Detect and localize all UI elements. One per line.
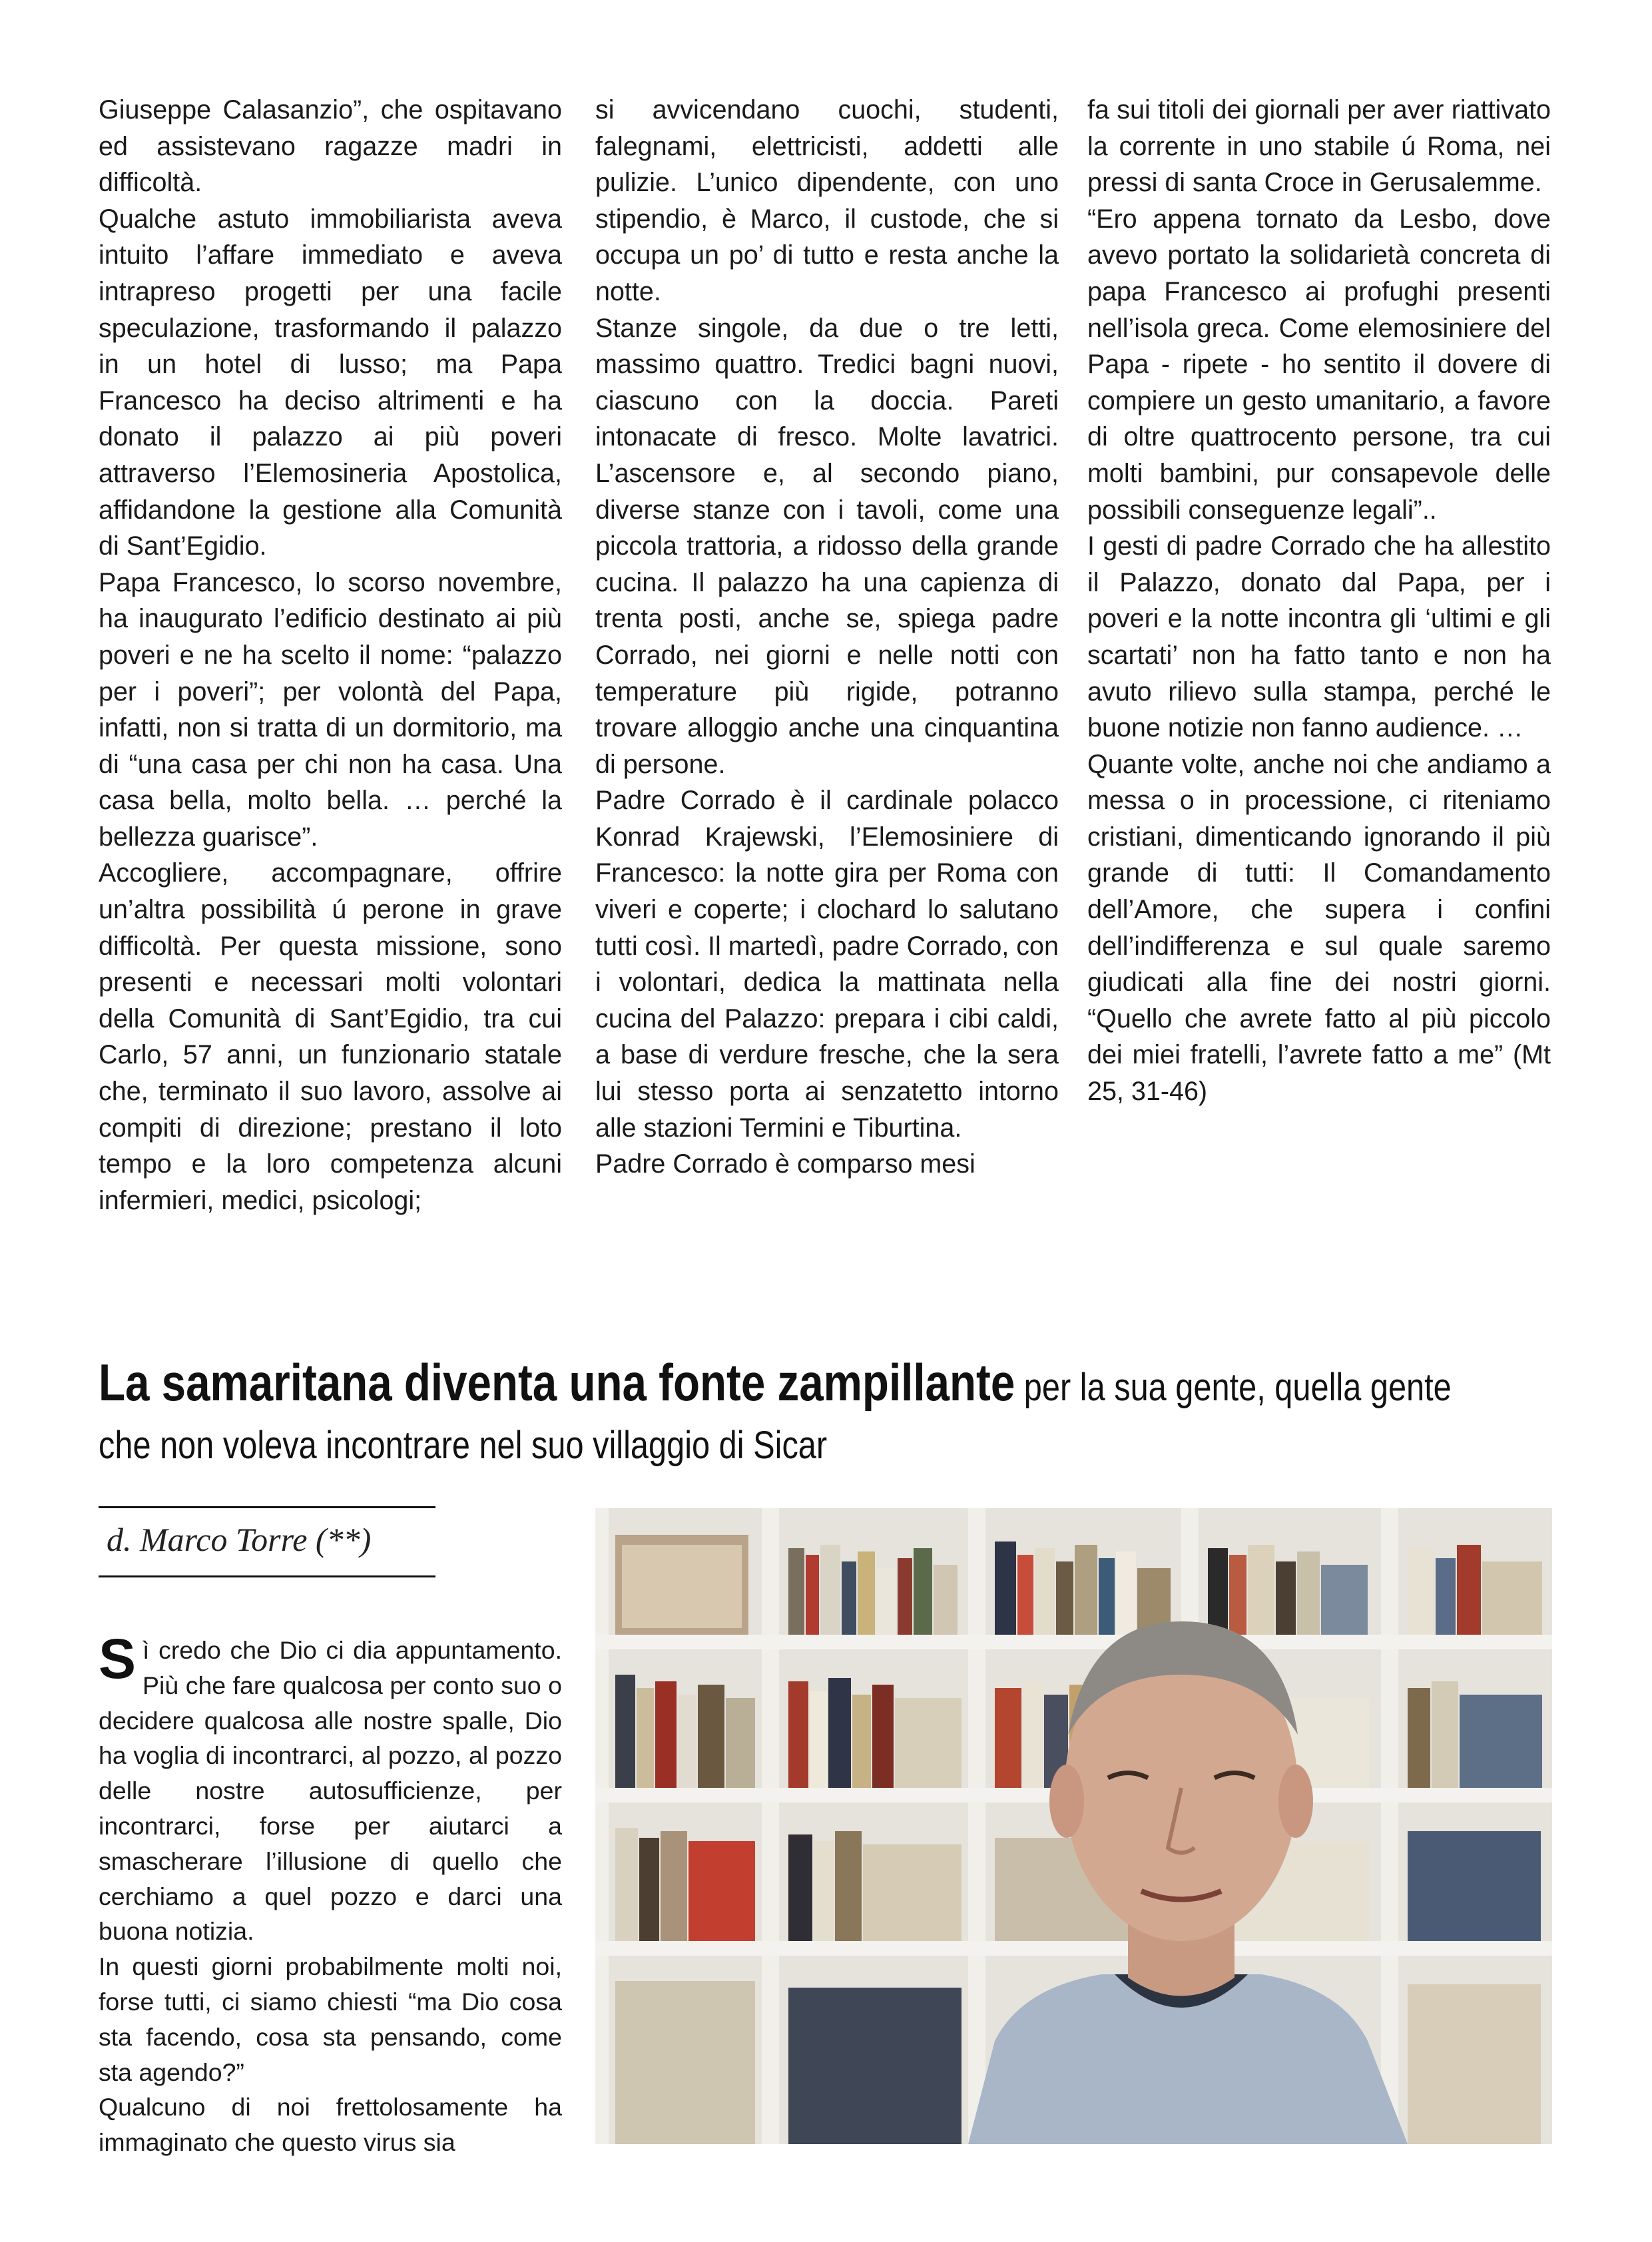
- article-body-column: [99, 1633, 562, 2219]
- paragraph: Accogliere, accompagnare, offrire un’altra possibilità ú perone in grave difficoltà. Per questa missione, sono presenti e necessari molti volontari della Comunità di Sant’Egidio, tra cui Carlo, 57 anni, un funzionario statale che, terminato il suo lavoro, assolve ai compiti di direzione; prestano il loto tempo e la loro competenza alcuni infermieri, medici, psicologi;: [99, 858, 562, 1215]
- author-byline: d. Marco Torre (**): [107, 1521, 372, 1558]
- first-paragraph-text: ì credo che Dio ci dia appuntamento. Più che fare qualcosa per conto suo o decidere qualcosa alle nostre spalle, Dio ha voglia di incontrarci, al pozzo, al pozzo delle nostre autosufficienze, per incontrarci, forse per aiutarci a smascherare l’illusione di quello che cerchiamo a quel pozzo e darci una buona notizia.: [99, 1636, 562, 1946]
- text-column-2: [595, 92, 1059, 1284]
- headline-light-line2: che non voleva incontrare nel suo villaggio di Sicar: [99, 1424, 828, 1467]
- paragraph: Qualche astuto immobiliarista aveva intuito l’affare immediato e aveva intrapreso progetti per una facile speculazione, trasformando il palazzo in un hotel di lusso; ma Papa Francesco ha deciso altrimenti e ha donato il palazzo ai più poveri attraverso l’Elemosineria Apostolica, affidandone la gestione alla Comunità di Sant’Egidio.: [99, 204, 562, 561]
- paragraph: Giuseppe Calasanzio”, che ospitavano ed assistevano ragazze madri in difficoltà.: [99, 95, 562, 198]
- photo-illustration: [595, 1508, 1552, 2144]
- headline-light: per la sua gente, quella gente: [1015, 1366, 1452, 1409]
- paragraph: Padre Corrado è comparso mesi: [595, 1149, 975, 1179]
- text-column-3: [1087, 92, 1551, 1284]
- paragraph: Quante volte, anche noi che andiamo a messa o in processione, ci riteniamo cristiani, dimenticando ignorando il più grande di tutti: Il Comandamento dell’Amore, che supera i confini dell’indifferenza e sul quale saremo giudicati alla fine dei nostri giorni. “Quello che avrete fatto al più piccolo dei miei fratelli, l’avrete fatto a me” (Mt 25, 31-46): [1087, 749, 1551, 1107]
- paragraph: si avvicendano cuochi, studenti, falegnami, elettricisti, addetti alle pulizie. L’unico dipendente, con uno stipendio, è Marco, il custode, che si occupa un po’ di tutto e resta anche la notte.: [595, 95, 1059, 306]
- text-column-1: [99, 92, 562, 1284]
- paragraph: Padre Corrado è il cardinale polacco Konrad Krajewski, l’Elemosiniere di Francesco: la notte gira per Roma con viveri e coperte; i clochard lo salutano tutti così. Il martedì, padre Corrado, con i volontari, dedica la mattinata nella cucina del Palazzo: prepara i cibi caldi, a base di verdure fresche, che la sera lui stesso porta ai senzatetto intorno alle stazioni Termini e Tiburtina.: [595, 786, 1059, 1143]
- paragraph: I gesti di padre Corrado che ha allestito il Palazzo, donato dal Papa, per i poveri e la notte incontra gli ‘ultimi e gli scartati’ non ha fatto tanto e non ha avuto rilievo sulla stampa, perché le buone notizie non fanno audience. …: [1087, 531, 1551, 743]
- author-rule-bottom: [99, 1575, 435, 1577]
- paragraph: Papa Francesco, lo scorso novembre, ha inaugurato l’edificio destinato ai più poveri e ne ha scelto il nome: “palazzo per i poveri”; per volontà del Papa, infatti, non si tratta di un dormitorio, ma di “una casa per chi non ha casa. Una casa bella, molto bella. … perché la bellezza guarisce”.: [99, 567, 562, 852]
- headline-bold: La samaritana diventa una fonte zampillante: [99, 1353, 1015, 1412]
- first-paragraph: [99, 1633, 562, 1949]
- article-headline: [99, 1353, 1452, 1480]
- paragraph: fa sui titoli dei giornali per aver riattivato la corrente in uno stabile ú Roma, nei pressi di santa Croce in Gerusalemme.: [1087, 95, 1551, 198]
- drop-cap: S: [99, 1633, 137, 1690]
- paragraph: Stanze singole, da due o tre letti, massimo quattro. Tredici bagni nuovi, ciascuno con la doccia. Pareti intonacate di fresco. Molte lavatrici. L’ascensore e, al secondo piano, diverse stanze con i tavoli, come una piccola trattoria, a ridosso della grande cucina. Il palazzo ha una capienza di trenta posti, anche se, spiega padre Corrado, nei giorni e nelle notti con temperature più rigide, potranno trovare alloggio anche una cinquantina di persone.: [595, 313, 1059, 779]
- paragraph: “Ero appena tornato da Lesbo, dove avevo portato la solidarietà concreta di papa Francesco ai profughi presenti nell’isola greca. Come elemosiniere del Papa - ripete - ho sentito il dovere di compiere un gesto umanitario, a favore di oltre quattrocento persone, tra cui molti bambini, pur consapevole delle possibili conseguenze legali”..: [1087, 204, 1551, 525]
- author-rule-top: [99, 1506, 435, 1508]
- paragraph: In questi giorni probabilmente molti noi, forse tutti, ci siamo chiesti “ma Dio cosa sta facendo, cosa sta pensando, come sta agendo?”: [99, 1952, 562, 2086]
- article-photo: [595, 1508, 1552, 2144]
- paragraph: Qualcuno di noi frettolosamente ha immaginato che questo virus sia: [99, 2093, 562, 2157]
